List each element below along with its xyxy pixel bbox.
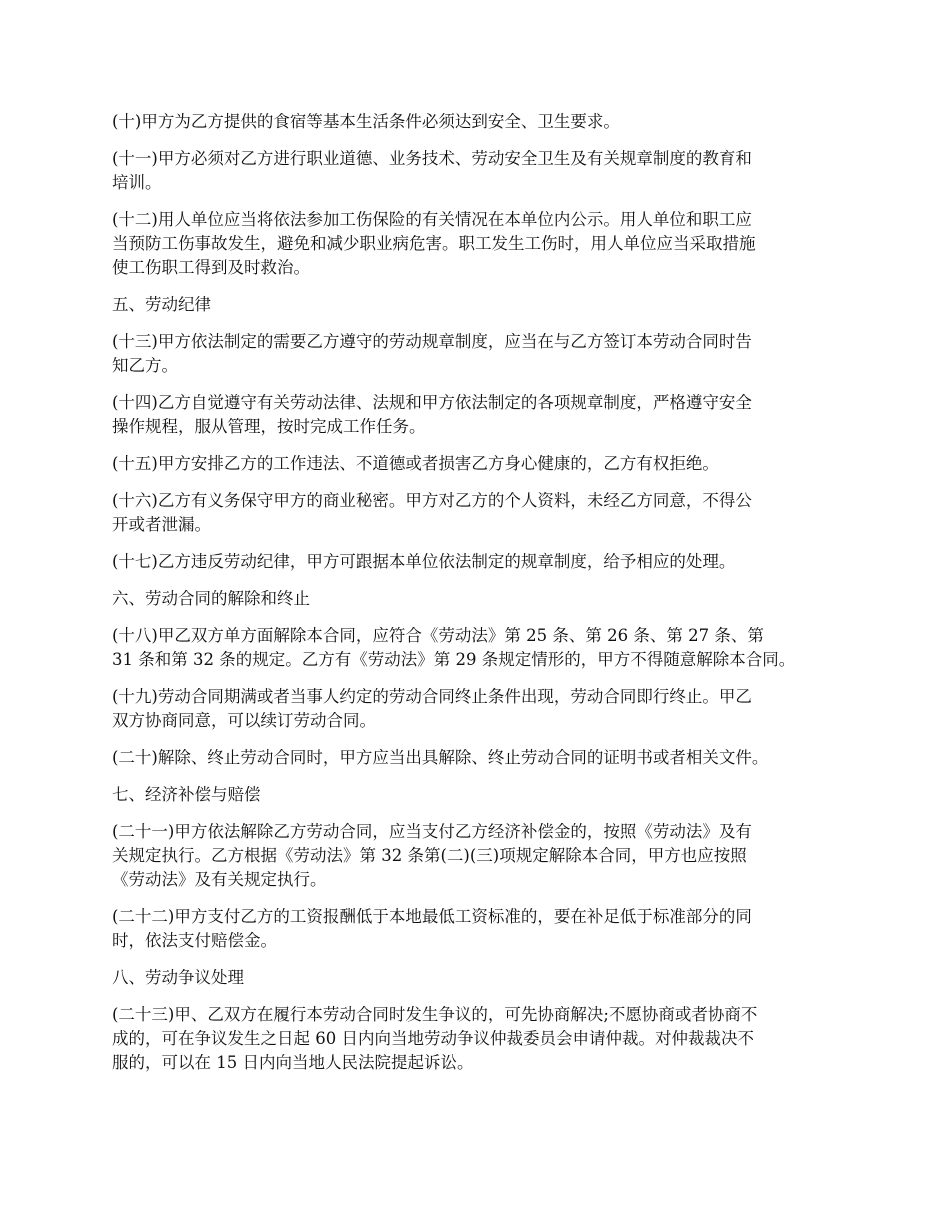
section-heading — [112, 293, 852, 317]
clause-paragraph — [112, 330, 852, 378]
clause-paragraph — [112, 746, 852, 770]
text-line: (十六)乙方有义务保守甲方的商业秘密。甲方对乙方的个人资料，未经乙方同意，不得公 — [112, 491, 752, 510]
text-line: 使工伤职工得到及时救治。 — [112, 258, 310, 277]
clause-paragraph — [112, 905, 852, 953]
text-line: 服的，可以在 15 日内向当地人民法院提起诉讼。 — [112, 1053, 474, 1072]
text-line: 31 条和第 32 条的规定。乙方有《劳动法》第 29 条规定情形的，甲方不得随意解除本合同。 — [112, 650, 796, 669]
text-line: 五、劳动纪律 — [112, 295, 211, 314]
text-line: 操作规程，服从管理，按时完成工作任务。 — [112, 417, 426, 436]
clause-paragraph — [112, 208, 852, 280]
text-line: 八、劳动争议处理 — [112, 968, 244, 987]
text-line: (十二)用人单位应当将依法参加工伤保险的有关情况在本单位内公示。用人单位和职工应 — [112, 210, 752, 229]
text-line: 培训。 — [112, 173, 162, 192]
text-line: (十五)甲方安排乙方的工作违法、不道德或者损害乙方身心健康的，乙方有权拒绝。 — [112, 454, 719, 473]
text-line: (二十二)甲方支付乙方的工资报酬低于本地最低工资标准的，要在补足低于标准部分的同 — [112, 907, 752, 926]
clause-paragraph — [112, 624, 852, 672]
text-line: (二十一)甲方依法解除乙方劳动合同，应当支付乙方经济补偿金的，按照《劳动法》及有 — [112, 822, 752, 841]
text-line: (二十三)甲、乙双方在履行本劳动合同时发生争议的，可先协商解决;不愿协商或者协商不 — [112, 1005, 758, 1024]
clause-paragraph — [112, 820, 852, 892]
text-line: 当预防工伤事故发生，避免和减少职业病危害。职工发生工伤时，用人单位应当采取措施 — [112, 234, 756, 253]
text-line: 六、劳动合同的解除和终止 — [112, 589, 310, 608]
section-heading — [112, 783, 852, 807]
text-line: 双方协商同意，可以续订劳动合同。 — [112, 711, 376, 730]
text-line: 知乙方。 — [112, 356, 178, 375]
document-body — [112, 110, 852, 1088]
text-line: (十七)乙方违反劳动纪律，甲方可跟据本单位依法制定的规章制度，给予相应的处理。 — [112, 552, 736, 571]
text-line: (十)甲方为乙方提供的食宿等基本生活条件必须达到安全、卫生要求。 — [112, 112, 620, 131]
clause-paragraph — [112, 1003, 852, 1075]
clause-paragraph — [112, 391, 852, 439]
section-heading — [112, 966, 852, 990]
section-heading — [112, 587, 852, 611]
text-line: (十四)乙方自觉遵守有关劳动法律、法规和甲方依法制定的各项规章制度，严格遵守安全 — [112, 393, 752, 412]
clause-paragraph — [112, 489, 852, 537]
clause-paragraph — [112, 110, 852, 134]
text-line: 时，依法支付赔偿金。 — [112, 931, 277, 950]
text-line: 成的，可在争议发生之日起 60 日内向当地劳动争议仲裁委员会申请仲裁。对仲裁裁决不 — [112, 1029, 754, 1048]
clause-paragraph — [112, 147, 852, 195]
text-line: (十一)甲方必须对乙方进行职业道德、业务技术、劳动安全卫生及有关规章制度的教育和 — [112, 149, 752, 168]
text-line: (二十)解除、终止劳动合同时，甲方应当出具解除、终止劳动合同的证明书或者相关文件。 — [112, 748, 769, 767]
text-line: 《劳动法》及有关规定执行。 — [112, 870, 327, 889]
clause-paragraph — [112, 452, 852, 476]
text-line: (十九)劳动合同期满或者当事人约定的劳动合同终止条件出现，劳动合同即行终止。甲乙 — [112, 687, 752, 706]
clause-paragraph — [112, 685, 852, 733]
clause-paragraph — [112, 550, 852, 574]
text-line: 关规定执行。乙方根据《劳动法》第 32 条第(二)(三)项规定解除本合同，甲方也应按照 — [112, 846, 747, 865]
text-line: (十三)甲方依法制定的需要乙方遵守的劳动规章制度，应当在与乙方签订本劳动合同时告 — [112, 332, 752, 351]
text-line: 开或者泄漏。 — [112, 515, 211, 534]
text-line: (十八)甲乙双方单方面解除本合同，应符合《劳动法》第 25 条、第 26 条、第 27 条、第 — [112, 626, 764, 645]
text-line: 七、经济补偿与赔偿 — [112, 785, 261, 804]
